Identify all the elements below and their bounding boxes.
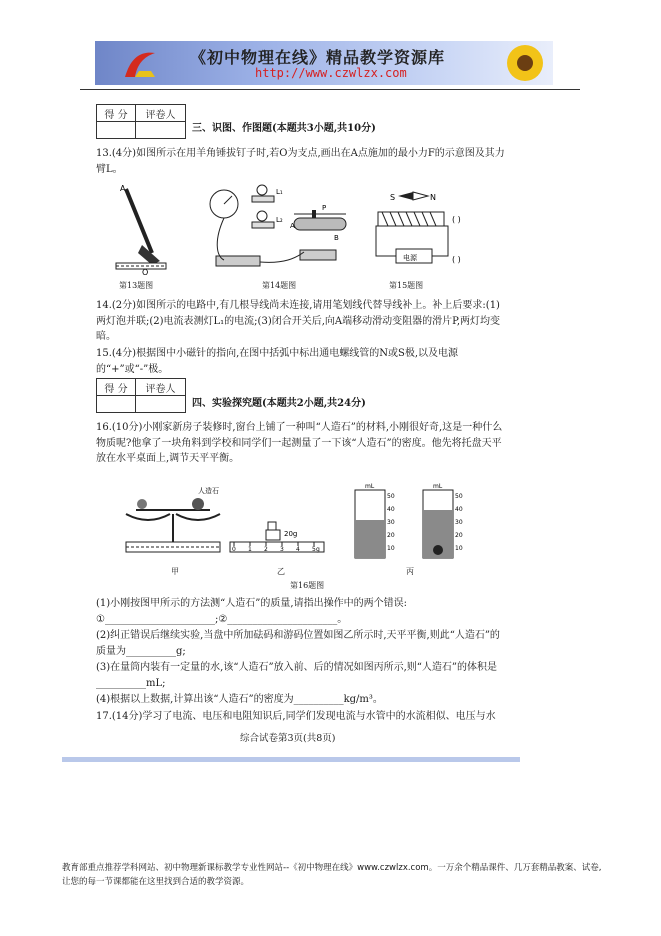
- ruler-tick-label: 3: [280, 546, 284, 553]
- banner-title: 《初中物理在线》精品教学资源库: [190, 48, 446, 67]
- ruler-tick-label: 1: [248, 546, 252, 553]
- weight-label: 20g: [284, 530, 298, 538]
- rider-ruler-figure: [228, 514, 328, 556]
- sunflower-icon: [497, 41, 553, 85]
- question-17: 17.(14分)学习了电流、电压和电阻知识后,同学们发现电流与水管中的水流相似、电压与水: [96, 711, 496, 722]
- claw-hammer-figure: [112, 183, 172, 275]
- site-banner: [95, 41, 553, 85]
- label-p: P: [322, 204, 327, 212]
- ruler-unit: g: [316, 546, 320, 553]
- cylinder-tick-label: 50: [387, 493, 395, 500]
- paren-power: ( ): [452, 255, 461, 264]
- ruler-tick-label: 5: [312, 546, 316, 553]
- grader-label: 评卷人: [136, 105, 186, 122]
- cylinder-unit-left: mL: [365, 483, 375, 490]
- circuit-figure: [204, 180, 356, 276]
- caption-15: 第15题图: [389, 281, 424, 290]
- bottom-bar: [62, 757, 520, 762]
- cylinder-unit-right: mL: [433, 483, 443, 490]
- cylinder-tick-label: 10: [387, 545, 395, 552]
- label-n: N: [430, 193, 436, 202]
- question-16-part4: (4)根据以上数据,计算出该“人造石”的密度为__________kg/m³。: [96, 694, 383, 705]
- site-logo-icon: [121, 47, 161, 81]
- score-label: 得 分: [97, 379, 136, 396]
- ruler-tick-label: 0: [232, 546, 236, 553]
- score-label: 得 分: [97, 105, 136, 122]
- label-o: O: [142, 268, 149, 275]
- banner-url[interactable]: http://www.czwlzx.com: [255, 66, 407, 80]
- score-box-section4: [96, 378, 186, 413]
- cylinder-tick-label: 50: [455, 493, 463, 500]
- cylinder-tick-label: 20: [455, 532, 463, 539]
- stone-label: 人造石: [198, 487, 219, 495]
- label-a: A: [120, 184, 126, 193]
- label-yi: 乙: [277, 567, 285, 576]
- label-power: 电源: [403, 254, 417, 262]
- question-16-part1-blanks[interactable]: ①______________________;②______________________。: [96, 614, 348, 625]
- label-b: B: [334, 234, 339, 242]
- question-16-part2: (2)纠正错误后继续实验,当盘中所加砝码和游码位置如图乙所示时,天平平衡,则此“人造石”的质量为__________g;: [96, 630, 500, 657]
- section3-heading: 三、识图、作图题(本题共3小题,共10分): [192, 123, 376, 134]
- site-footer: 教育部重点推荐学科网站、初中物理新课标教学专业性网站--《初中物理在线》www.czwlzx.com。一万余个精品课件、几万套精品教案、试卷,让您的每一节课都能在这里找到合适的教学资源。: [62, 863, 602, 887]
- header-rule: [80, 89, 580, 90]
- page-footer: 综合试卷第3页(共8页): [240, 733, 336, 744]
- cylinder-tick-label: 30: [387, 519, 395, 526]
- label-l1: L₁: [276, 188, 283, 196]
- label-s: S: [390, 193, 396, 202]
- question-13: 13.(4分)如图所示在用羊角锤拔钉子时,若O为支点,画出在A点施加的最小力F的示意图及其力臂L。: [96, 148, 505, 175]
- question-16-part1: (1)小刚按图甲所示的方法测“人造石”的质量,请指出操作中的两个错误:: [96, 598, 407, 609]
- label-jia: 甲: [171, 567, 179, 576]
- label-bing: 丙: [406, 567, 414, 576]
- question-16-part3: (3)在量筒内装有一定量的水,该“人造石”放入前、后的情况如图丙所示,则“人造石”的体积是__________mL;: [96, 662, 497, 689]
- solenoid-figure: [368, 190, 498, 270]
- grader-cell[interactable]: [136, 396, 186, 413]
- question-15: 15.(4分)根据图中小磁针的指向,在图中括弧中标出通电螺线管的N或S极,以及电源的“+”或“-”极。: [96, 348, 459, 375]
- cylinder-tick-label: 30: [455, 519, 463, 526]
- caption-14: 第14题图: [262, 281, 297, 290]
- question-16-intro: 16.(10分)小刚家新房子装修时,窗台上铺了一种叫“人造石”的材料,小刚很好奇,这是一种什么物质呢?他拿了一块角料到学校和同学们一起测量了一下该“人造石”的密度。他先将托盘天平放在水平桌面上,调节天平平衡。: [96, 422, 503, 464]
- grader-cell[interactable]: [136, 122, 186, 139]
- balance-figure: [118, 484, 228, 560]
- cylinder-tick-label: 40: [387, 506, 395, 513]
- score-cell[interactable]: [97, 396, 136, 413]
- measuring-cylinders-figure: [345, 480, 475, 564]
- score-cell[interactable]: [97, 122, 136, 139]
- cylinder-tick-label: 10: [455, 545, 463, 552]
- label-l2: L₂: [276, 216, 283, 224]
- grader-label: 评卷人: [136, 379, 186, 396]
- caption-13: 第13题图: [119, 281, 154, 290]
- paren-solenoid: ( ): [452, 215, 461, 224]
- cylinder-tick-label: 20: [387, 532, 395, 539]
- label-a: A: [290, 222, 295, 230]
- cylinder-tick-label: 40: [455, 506, 463, 513]
- ruler-tick-label: 2: [264, 546, 268, 553]
- question-14: 14.(2分)如图所示的电路中,有几根导线尚未连接,请用笔划线代替导线补上。补上后要求:(1)两灯泡并联;(2)电流表测灯L₁的电流;(3)闭合开关后,向A端移动滑动变阻器的滑片P,两灯均变暗。: [96, 300, 500, 342]
- caption-16: 第16题图: [290, 581, 325, 590]
- section4-heading: 四、实验探究题(本题共2小题,共24分): [192, 398, 366, 409]
- ruler-tick-label: 4: [296, 546, 300, 553]
- score-box-section3: [96, 104, 186, 139]
